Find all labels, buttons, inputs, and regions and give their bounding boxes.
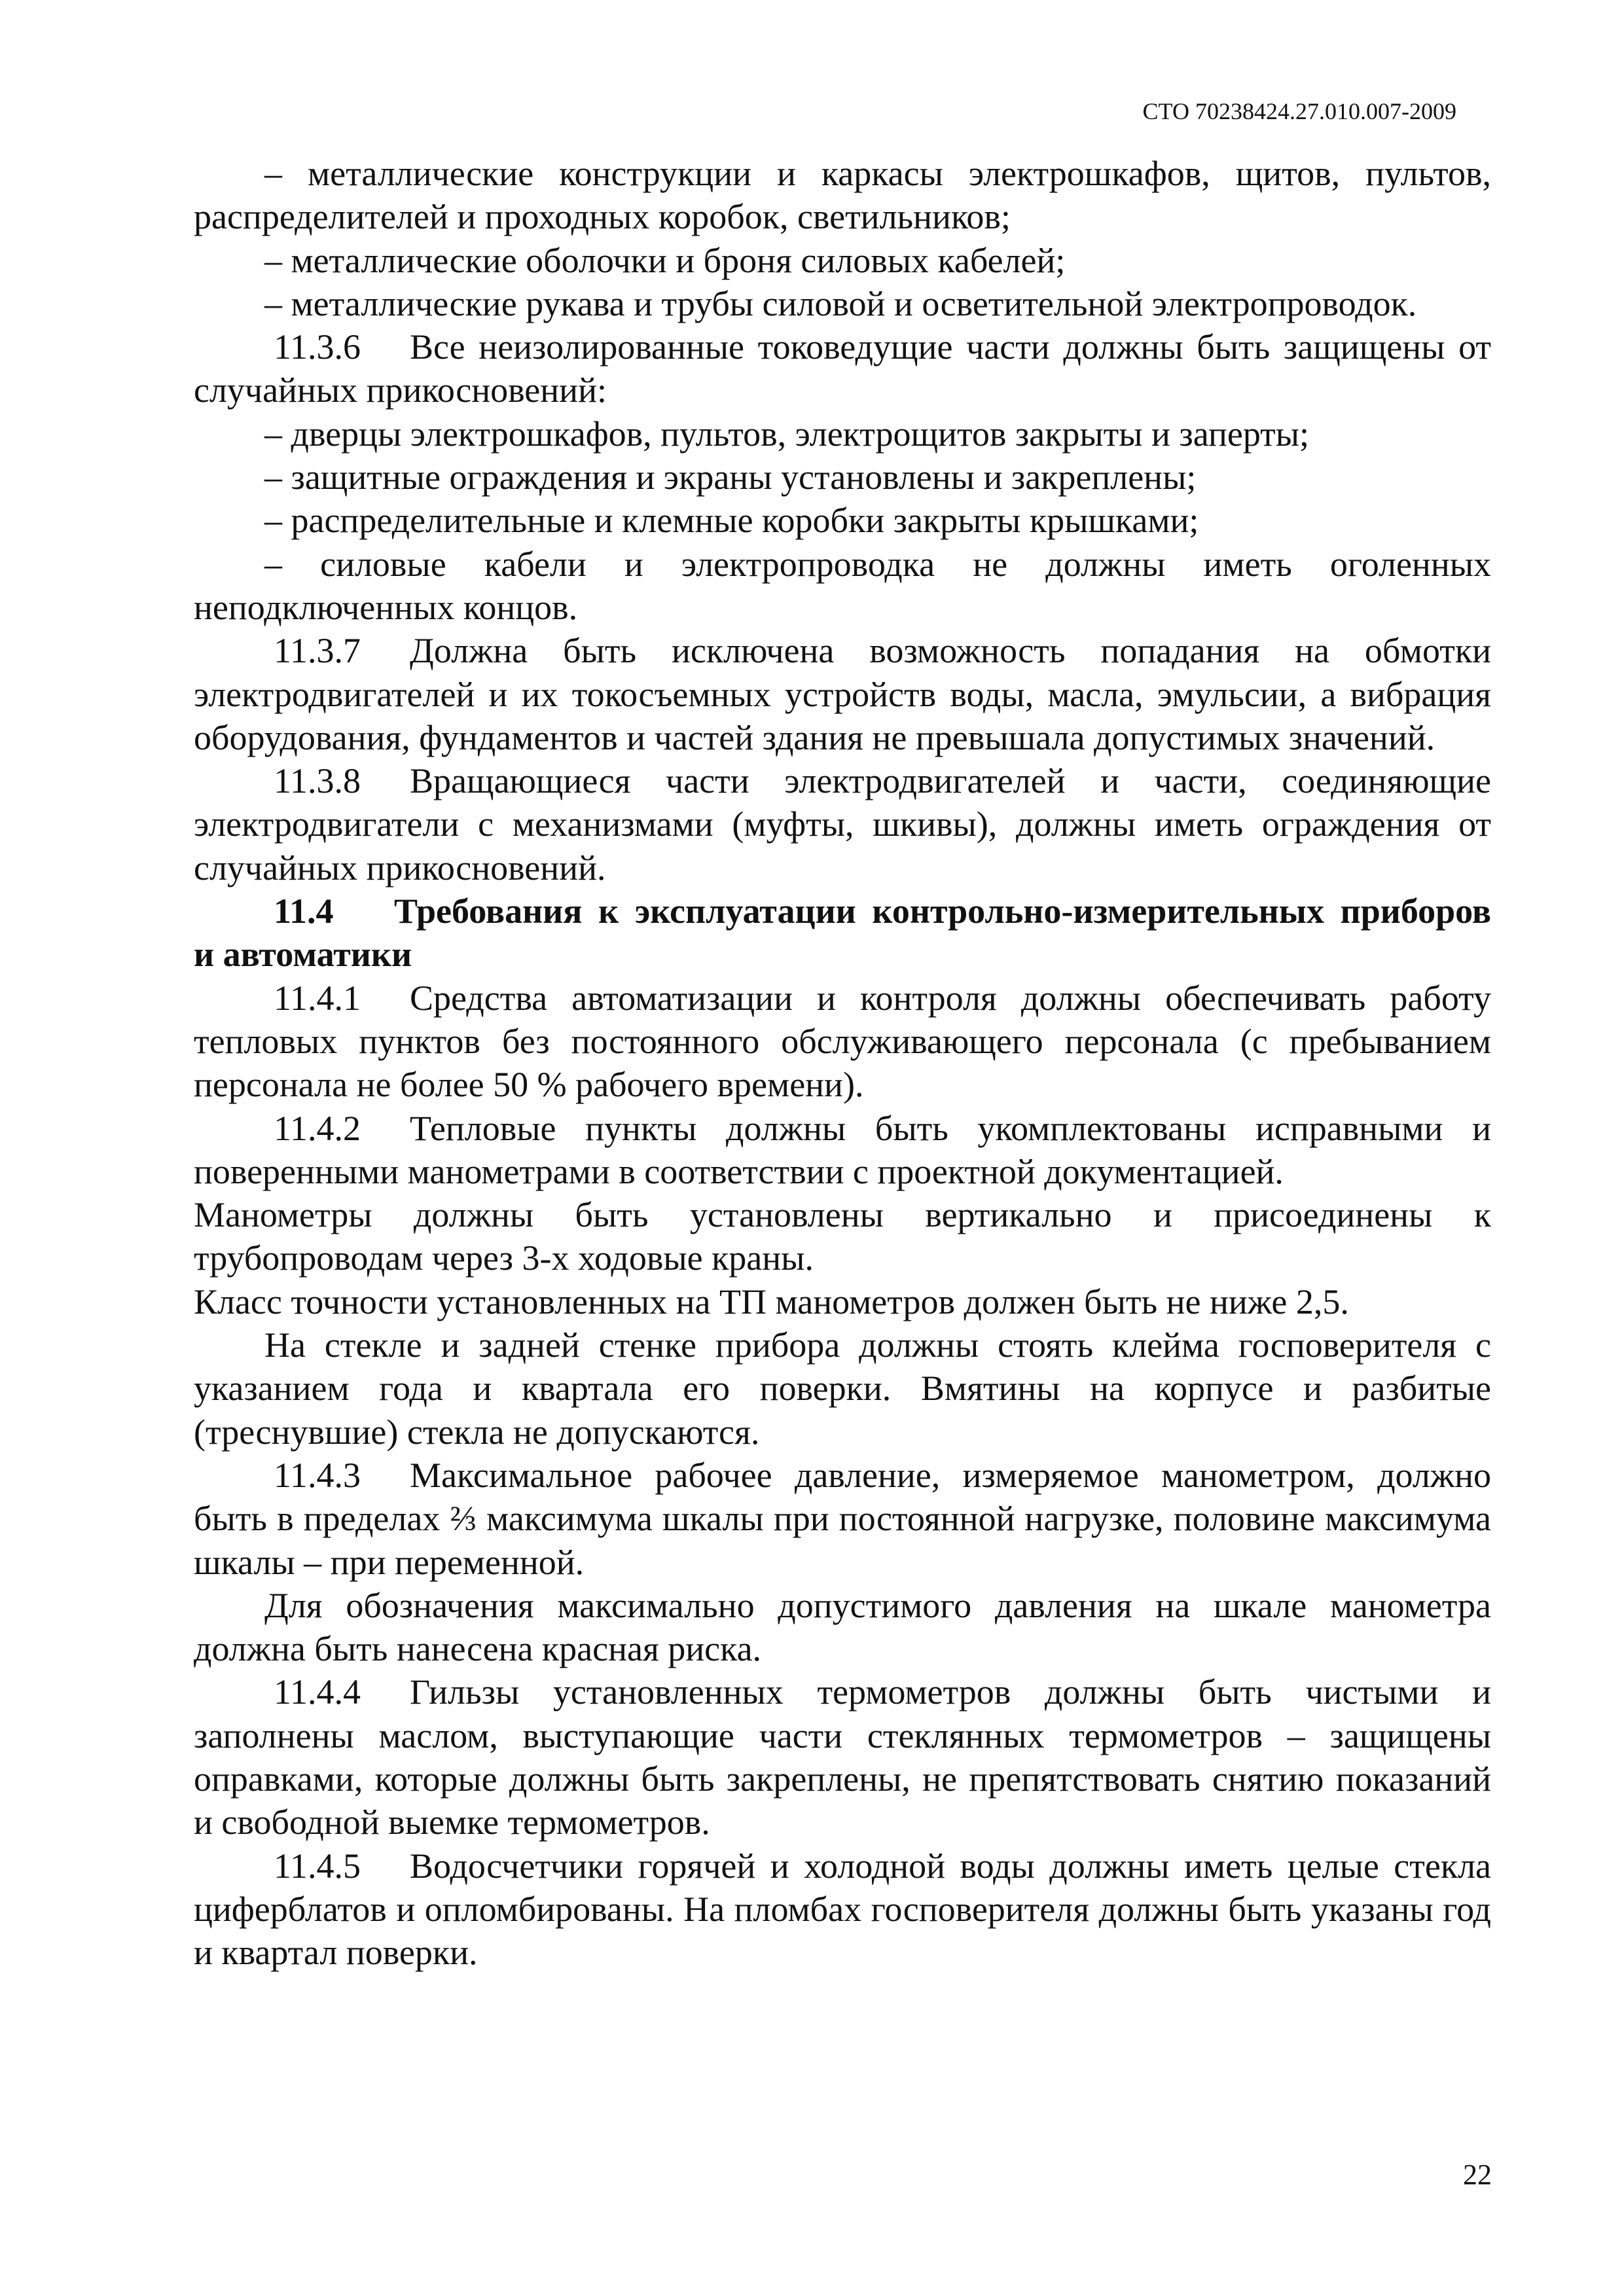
paragraph-text: – металлические рукава и трубы силовой и осветительной электропроводок. — [264, 283, 1417, 323]
paragraph-text: Манометры должны быть установлены вертикально и присоединены к трубопроводам через 3-х ходовые краны. — [194, 1195, 1491, 1278]
clause-11-3-6 — [194, 325, 1491, 412]
list-item — [194, 152, 1491, 239]
clause-11-4-3 — [194, 1454, 1491, 1584]
paragraph — [194, 1193, 1491, 1280]
clause-11-3-8 — [194, 759, 1491, 889]
paragraph-text: Класс точности установленных на ТП манометров должен быть не ниже 2,5. — [194, 1282, 1349, 1321]
paragraph — [194, 1280, 1491, 1323]
clause-11-3-7 — [194, 629, 1491, 759]
paragraph-text: На стекле и задней стенке прибора должны стоять клейма госповерителя с указанием года и квартала его поверки. Вмятины на корпусе и разбитые (треснувшие) стекла не допускаются. — [194, 1325, 1491, 1452]
document-body — [194, 152, 1491, 1974]
paragraph-text: Все неизолированные токоведущие части должны быть защищены от случайных прикосновений: — [194, 327, 1491, 410]
list-item — [194, 499, 1491, 542]
clause-number: 11.4.1 — [274, 978, 361, 1018]
section-number: 11.4 — [274, 891, 334, 931]
paragraph-text: Средства автоматизации и контроля должны обеспечивать работу тепловых пунктов без постоянного обслуживающего персонала (с пребыванием персонала не более 50 % рабочего времени). — [194, 978, 1491, 1105]
paragraph — [194, 1584, 1491, 1671]
document-code: СТО 70238424.27.010.007-2009 — [1142, 98, 1456, 124]
paragraph-text: – распределительные и клемные коробки закрыты крышками; — [264, 501, 1199, 541]
section-title: Требования к эксплуатации контрольно-измерительных приборов и автоматики — [194, 891, 1491, 975]
paragraph-text: Вращающиеся части электродвигателей и части, соединяющие электродвигатели с механизмами (муфты, шкивы), должны иметь ограждения от случайных прикосновений. — [194, 761, 1491, 888]
clause-number: 11.4.5 — [274, 1846, 361, 1886]
clause-number: 11.3.7 — [274, 631, 361, 671]
clause-number: 11.3.8 — [274, 761, 361, 801]
paragraph-text: Максимальное рабочее давление, измеряемое манометром, должно быть в пределах ⅔ максимума шкалы при постоянной нагрузке, половине максимума шкалы – при переменной. — [194, 1455, 1491, 1582]
page-number: 22 — [1463, 2159, 1492, 2191]
paragraph-text: – защитные ограждения и экраны установлены и закреплены; — [264, 457, 1197, 497]
list-item — [194, 239, 1491, 282]
paragraph-text: – силовые кабели и электропроводка не должны иметь оголенных неподключенных концов. — [194, 544, 1491, 627]
clause-number: 11.4.4 — [274, 1672, 361, 1712]
clause-11-4-1 — [194, 977, 1491, 1107]
section-heading-11-4 — [194, 889, 1491, 977]
paragraph-text: Водосчетчики горячей и холодной воды должны иметь целые стекла циферблатов и опломбированы. На пломбах госповерителя должны быть указаны год и квартал поверки. — [194, 1846, 1491, 1973]
clause-number: 11.4.3 — [274, 1455, 361, 1495]
clause-number: 11.4.2 — [274, 1108, 361, 1148]
list-item — [194, 543, 1491, 630]
paragraph-text: Должна быть исключена возможность попадания на обмотки электродвигателей и их токосъемных устройств воды, масла, эмульсии, а вибрация оборудования, фундаментов и частей здания не превышала допустимых значений. — [194, 631, 1491, 757]
paragraph-text: – металлические оболочки и броня силовых кабелей; — [264, 240, 1066, 280]
paragraph-text: – металлические конструкции и каркасы электрошкафов, щитов, пультов, распределителей и проходных коробок, светильников; — [194, 154, 1491, 237]
clause-11-4-4 — [194, 1670, 1491, 1844]
paragraph-text: – дверцы электрошкафов, пультов, электрощитов закрыты и заперты; — [264, 414, 1310, 454]
clause-11-4-2 — [194, 1107, 1491, 1194]
clause-number: 11.3.6 — [274, 327, 361, 367]
paragraph-text: Тепловые пункты должны быть укомплектованы исправными и поверенными манометрами в соответствии с проектной документацией. — [194, 1108, 1491, 1191]
clause-11-4-5 — [194, 1844, 1491, 1975]
paragraph-text: Для обозначения максимально допустимого давления на шкале манометра должна быть нанесена красная риска. — [194, 1585, 1491, 1669]
list-item — [194, 282, 1491, 325]
paragraph — [194, 1323, 1491, 1454]
list-item — [194, 412, 1491, 456]
list-item — [194, 456, 1491, 499]
paragraph-text: Гильзы установленных термометров должны быть чистыми и заполнены маслом, выступающие части стеклянных термометров – защищены оправками, которые должны быть закреплены, не препятствовать снятию показаний и свободной выемке термометров. — [194, 1672, 1491, 1842]
